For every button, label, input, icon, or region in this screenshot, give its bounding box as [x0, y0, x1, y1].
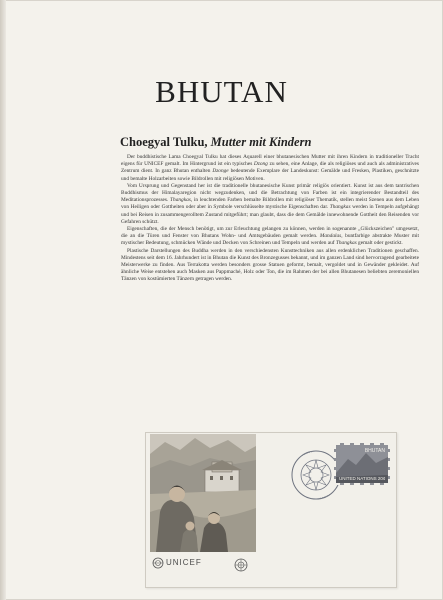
artwork-subtitle [120, 135, 420, 150]
page-title: BHUTAN [155, 74, 288, 109]
stamp-value-label: UNITED NATIONS 20¢ [339, 476, 386, 481]
paragraph-4: Plastische Darstellungen des Buddha werden in den verschiedensten Kunsttechniken aus allen erdenklichen Traditionen geschaffen. Mindestens seit dem 16. Jahrhundert ist in Bhutan die Kunst des Bronzegusses bekannt, und im ganzen Land sind hervorragend gearbeitete Meisterwerke zu finden. Aus Terrakotta werden besonders grosse Statuen geformt, bemalt, vergoldet und in Gewänder gekleidet. Auf ähnliche Weise entstehen auch Masken aus Pappmaché, Holz oder Ton, die im Rahmen der bei allen Bhutanesen beliebten zeremoniellen Tänzen von kostümierten Tänzern getragen werden. [121, 247, 419, 283]
painting-image [150, 434, 256, 552]
stamp-country-label: BHUTAN [364, 448, 385, 454]
artwork-title: Mutter mit Kindern [210, 135, 312, 149]
mother-with-children-painting [150, 434, 256, 552]
un-emblem-icon [234, 558, 248, 572]
unicef-label: UNICEF [166, 558, 202, 567]
first-day-cover [145, 432, 397, 588]
description-text [121, 154, 419, 284]
unicef-logo-icon [152, 557, 164, 569]
paragraph-1: Der buddhistische Lama Choegyal Tulku hat dieses Aquarell einer bhutanesischen Mutter mit ihren Kindern in traditioneller Tracht eigens für UNICEF gemalt. Im Hintergrund ist ein typisches Dzong zu sehen, eine Anlage, die als religiöses und auch als administratives Zentrum dient. In ganz Bhutan enthalten Dzonge bedeutende Exemplare der Landeskunst: Gemälde und Fresken, Plastiken, geschnitzte und bemalte Holzarbeiten sowie Bildrollen mit religiösen Motiven. [121, 154, 420, 182]
postage-stamp [334, 443, 390, 485]
paragraph-2: Vom Ursprung und Gegenstand her ist die traditionelle bhutanesische Kunst primär religiös orientiert. Kunst ist aus dem tantrischen Buddhismus der Himalayaregion nicht wegzudenken, und die Betrachtung von Farben ist ein integrierender Bestandteil des Meditationsprozesses. Thangkas, in leuchtenden Farben bemalte Bildrollen mit religiöser Thematik, stellen meist Szenen aus dem Leben von Heiligen oder Gottheiten oder aber in Symbole verschlüsselte mystische Eigenschaften dar. Thangkas werden in Tempeln aufgehängt und bei Reisen in zusammengerolltem Zustand mitgeführt; man glaubt, dass die dem Gemälde innewohnende Gottheit den Reisenden vor Gefahren schützt. [121, 182, 419, 225]
artist-name: Choegyal Tulku, [120, 135, 211, 149]
paragraph-3: Eigenschaften, die der Mensch benötigt, um zur Erleuchtung gelangen zu können, werden in sogenannte „Glückszeichen" umgesetzt, die an die Türen und Fenster von Bhutans Wohn- und Amtsgebäuden gemalt werden. Mandalas, buntfarbige abstrakte Muster mit mystischer Bedeutung, schmücken Wände und Decken von Schreinen und Tempeln und werden auf Thangkas gemalt oder gestickt. [121, 226, 419, 247]
